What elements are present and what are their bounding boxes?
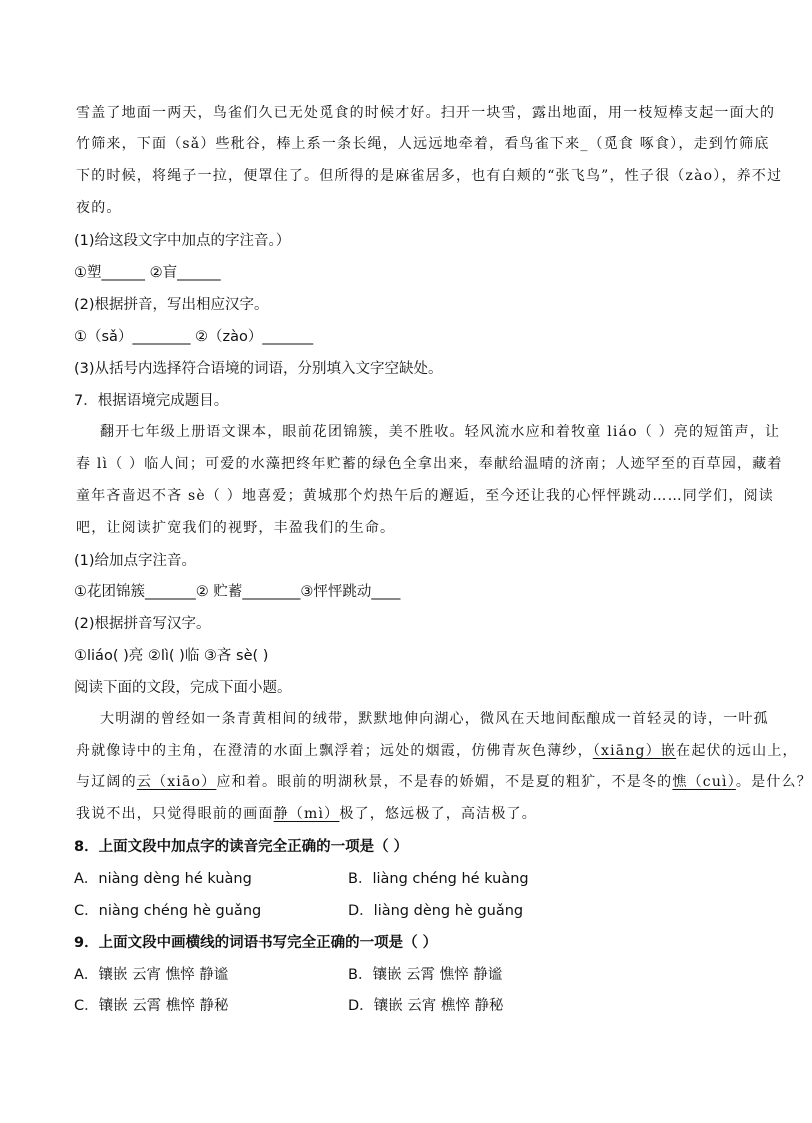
- q6-part3-title: (3)从括号内选择符合语境的词语，分别填入文字空缺处。: [74, 361, 443, 377]
- reading-line-1: 大明湖的曾经如一条青黄相间的绒带，默默地伸向湖心，微风在天地间酝酿成一首轻灵的诗，一叶孤: [100, 711, 769, 727]
- q6-part2-items: ①（sǎ）________ ②（zào）_______: [74, 329, 314, 345]
- passage1-line-2: 竹筛来，下面（sǎ）些秕谷，棒上系一条长绳，人远远地牵着，看鸟雀下来_（觅食 啄食），走到竹筛底: [76, 136, 770, 152]
- underlined-word-qiaocui: 憔（cuì）: [672, 774, 736, 790]
- q7-passage-line-1: 翻开七年级上册语文课本，眼前花团锦簇，美不胜收。轻风流水应和着牧童 liáo（ ）亮的短笛声，让: [100, 424, 781, 440]
- reading-line-3-tail: 。是什么？: [735, 774, 812, 790]
- q7-passage-line-3: 童年吝啬迟不吝 sè（ ）地喜爱；黄城那个灼热午后的邂逅，至今还让我的心怦怦跳动……同学们，阅读: [76, 488, 774, 504]
- reading-line-3: [76, 771, 812, 791]
- q9-option-c[interactable]: C．镶嵌 云霄 樵悴 静秘: [74, 998, 229, 1014]
- reading-line-4-head: 我说不出，只觉得眼前的画面: [76, 806, 274, 822]
- q6-part2-title: (2)根据拼音，写出相应汉字。: [74, 297, 269, 313]
- q9-option-a[interactable]: A．镶嵌 云宵 憔悴 静谧: [74, 967, 229, 983]
- q8-title: 8．上面文段中加点字的读音完全正确的一项是（ ）: [74, 839, 409, 855]
- underlined-word-jingmi: 静（mì）: [273, 806, 340, 822]
- q7-passage-line-2: 春 lì（ ）临人间；可爱的水藻把终年贮蓄的绿色全拿出来，奉献给温晴的济南；人迹罕至的百草园，藏着: [76, 456, 783, 472]
- passage1-line-3: 下的时候，将绳子一拉，便罩住了。但所得的是麻雀居多，也有白颊的“张飞鸟”，性子很（zào），养不过: [76, 168, 783, 184]
- q7-part1-title: (1)给加点字注音。: [74, 553, 197, 569]
- q7-part1-items: ①花团锦簇_______② 贮蓄________③怦怦跳动____: [74, 584, 401, 600]
- q9-title: 9．上面文段中画横线的词语书写完全正确的一项是（ ）: [74, 935, 438, 951]
- underlined-word-yunxiao: 云（xiāo）: [136, 774, 217, 790]
- q8-option-c[interactable]: C．niàng chéng hè guǎng: [74, 903, 262, 919]
- underlined-word-xiangqian: （xiāng）嵌: [592, 743, 677, 759]
- q7-part2-title: (2)根据拼音写汉字。: [74, 616, 211, 632]
- q9-option-b[interactable]: B．镶嵌 云霄 憔悴 静谧: [348, 967, 503, 983]
- q8-option-a[interactable]: A．niàng dèng hé kuàng: [74, 871, 252, 887]
- q7-title: 7．根据语境完成题目。: [74, 393, 229, 409]
- reading-line-3-mid: 应和着。眼前的明湖秋景，不是春的娇媚，不是夏的粗犷，不是冬的: [216, 774, 673, 790]
- q6-part1-title: (1)给这段文字中加点的字注音。）: [74, 233, 291, 249]
- q7-passage-line-4: 吧，让阅读扩宽我们的视野，丰盈我们的生命。: [76, 520, 396, 536]
- q8-option-b[interactable]: B．liàng chéng hé kuàng: [348, 871, 529, 887]
- reading-line-2: [76, 740, 798, 760]
- reading-line-2-text: 舟就像诗中的主角，在澄清的水面上飘浮着；远处的烟霞，仿佛青灰色薄纱，: [76, 743, 593, 759]
- reading-line-2-tail: 在起伏的远山上，: [676, 743, 798, 759]
- q9-option-d[interactable]: D．镶嵌 云宵 樵悴 静秘: [348, 998, 504, 1014]
- passage1-line-4: 夜的。: [76, 200, 122, 216]
- passage1-line-1: 雪盖了地面一两天，鸟雀们久已无处觅食的时候才好。扫开一块雪，露出地面，用一枝短棒支起一面大的: [76, 105, 776, 121]
- reading-line-4-tail: 极了，悠远极了，高洁极了。: [339, 806, 537, 822]
- q6-part1-items: ①塑______ ②盲______: [74, 265, 221, 281]
- reading-line-3-head: 与辽阔的: [76, 774, 137, 790]
- q7-part2-items: ①liáo( )亮 ②lì( )临 ③吝 sè( ): [74, 648, 269, 664]
- reading-intro: 阅读下面的文段，完成下面小题。: [74, 680, 292, 696]
- q8-option-d[interactable]: D．liàng dèng hè guǎng: [348, 903, 524, 919]
- reading-line-4: [76, 803, 537, 823]
